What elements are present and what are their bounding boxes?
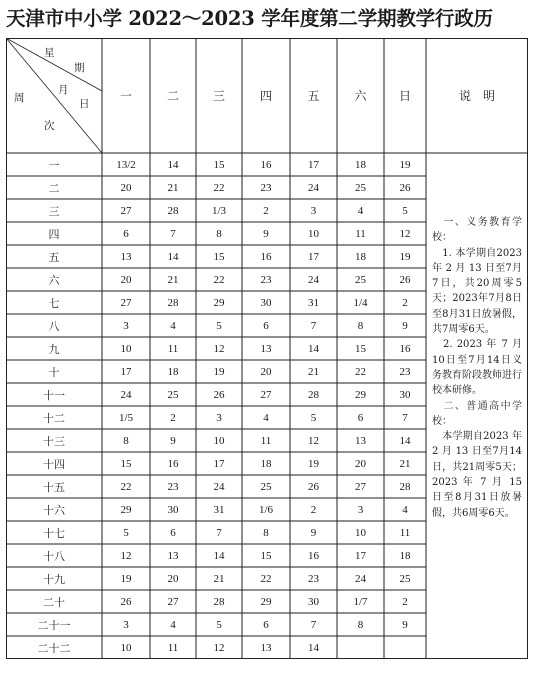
corner-label-xing: 星 [44,47,55,59]
date-cell: 4 [170,618,176,631]
date-cell: 10 [355,526,366,539]
date-cell: 17 [308,250,319,263]
page-title: 天津市中小学 2022～2023 学年度第二学期教学行政历 [6,7,493,30]
date-cell: 8 [216,227,222,240]
date-cell: 5 [310,411,317,424]
header-weekday: 二 [166,89,179,103]
date-cell: 26 [120,595,132,608]
date-cell: 17 [213,457,225,470]
date-cell: 27 [120,296,132,309]
date-cell: 10 [120,641,132,654]
date-cell: 1/3 [211,204,227,217]
date-cell: 1/7 [353,595,368,608]
date-cell: 3 [357,503,364,516]
date-cell: 6 [123,227,129,240]
date-cell: 15 [260,549,272,562]
header-weekday: 三 [212,89,225,103]
date-cell: 21 [308,365,319,378]
header-weekday: 日 [398,89,411,103]
date-cell: 26 [213,388,225,401]
corner-label-qi: 期 [74,62,85,74]
date-cell: 24 [308,181,319,194]
date-cell: 3 [123,618,129,631]
week-number: 十八 [43,549,65,563]
date-cell: 9 [402,319,408,332]
date-cell: 25 [355,273,366,286]
date-cell: 24 [120,388,132,401]
week-number: 二十二 [37,641,71,655]
date-cell: 14 [167,250,179,263]
date-cell: 12 [399,227,411,240]
date-cell: 3 [310,204,317,217]
date-cell: 13 [260,342,272,355]
corner-label-ri: 日 [79,98,90,110]
date-cell: 6 [263,618,269,631]
week-number: 十四 [43,457,65,471]
date-cell: 5 [216,319,222,332]
date-cell: 12 [120,549,132,562]
week-number: 十 [48,365,60,379]
date-cell: 21 [167,181,179,194]
date-cell: 7 [402,411,408,424]
note-paragraph: 二、普通高中学校： [432,400,522,427]
date-cell: 17 [120,365,132,378]
date-cell [337,636,384,659]
date-cell: 1/5 [118,411,134,424]
date-cell: 16 [308,549,319,562]
date-cell: 20 [120,273,132,286]
date-cell: 1/4 [353,296,368,309]
note-paragraph: 本学期自2023 年 2 月 13 日至7月14日，共21周零5天；2023 年 7 月 15 日至8月31日放暑假，共6周零6天。 [432,431,522,519]
date-cell: 9 [263,227,269,240]
note-paragraph: 1. 本学期自2023 年 2 月 13 日至7月7日，共20周零5天；2023年7月8日至8月31日放暑假，共7周零6天。 [432,247,522,336]
date-cell: 21 [213,572,225,585]
date-cell: 30 [308,595,319,608]
date-cell: 4 [170,319,176,332]
date-cell: 30 [260,296,272,309]
header-weekday: 六 [354,89,367,103]
date-cell: 14 [399,434,411,447]
date-cell: 24 [308,273,319,286]
date-cell: 2 [263,204,269,217]
week-number: 十七 [43,526,65,540]
date-cell: 23 [260,273,272,286]
date-cell: 23 [260,181,272,194]
date-cell: 29 [120,503,132,516]
date-cell [384,636,426,659]
date-cell: 14 [308,342,319,355]
date-cell: 23 [167,480,179,493]
date-cell: 28 [308,388,319,401]
date-cell: 8 [357,319,364,332]
header-weekday: 四 [259,89,272,103]
date-cell: 30 [167,503,179,516]
date-cell: 26 [399,181,411,194]
date-cell: 11 [399,526,411,539]
notes-column [432,215,522,521]
week-number: 二十一 [37,618,71,632]
date-cell: 9 [402,618,408,631]
date-cell: 27 [355,480,366,493]
date-cell: 5 [123,526,129,539]
date-cell: 11 [167,641,179,654]
date-cell: 27 [120,204,132,217]
date-cell: 4 [402,503,408,516]
week-number: 十三 [43,434,65,448]
date-cell: 20 [355,457,366,470]
date-cell: 24 [213,480,225,493]
date-cell: 13 [167,549,179,562]
date-cell: 18 [355,158,366,171]
date-cell: 11 [260,434,272,447]
week-number: 二十 [43,595,65,609]
date-cell: 25 [399,572,411,585]
date-cell: 5 [216,618,222,631]
date-cell: 13 [355,434,366,447]
calendar-table [6,38,528,680]
date-cell: 26 [308,480,319,493]
date-cell: 19 [399,250,411,263]
date-cell: 12 [213,342,225,355]
date-cell: 11 [355,227,366,240]
date-cell: 22 [213,181,225,194]
date-cell: 21 [167,273,179,286]
date-cell: 24 [355,572,366,585]
week-number: 七 [48,296,60,310]
header-notes: 说 明 [458,89,495,103]
date-cell: 20 [167,572,179,585]
date-cell: 7 [310,319,317,332]
date-cell: 25 [355,181,366,194]
date-cell: 4 [357,204,364,217]
corner-label-zhou: 周 [14,92,25,104]
date-cell: 16 [260,158,272,171]
date-cell: 3 [123,319,129,332]
date-cell: 13/2 [116,158,136,171]
date-cell: 23 [399,365,411,378]
date-cell: 4 [263,411,269,424]
week-number: 五 [48,250,60,264]
date-cell: 22 [355,365,366,378]
date-cell: 11 [167,342,179,355]
date-cell: 10 [120,342,132,355]
week-number: 八 [48,319,60,333]
date-cell: 18 [167,365,179,378]
date-cell: 2 [170,411,176,424]
date-cell: 28 [167,296,179,309]
date-cell: 8 [123,434,129,447]
week-number: 十一 [43,388,65,402]
date-cell: 29 [260,595,272,608]
week-number: 十二 [43,411,65,425]
date-cell: 28 [399,480,411,493]
date-cell: 27 [260,388,272,401]
date-cell: 5 [402,204,408,217]
date-cell: 14 [308,641,319,654]
date-cell: 30 [399,388,411,401]
date-cell: 16 [399,342,411,355]
date-cell: 28 [167,204,179,217]
date-cell: 3 [216,411,222,424]
date-cell: 26 [399,273,411,286]
date-cell: 8 [357,618,364,631]
date-cell: 25 [260,480,272,493]
date-cell: 19 [213,365,225,378]
date-cell: 8 [263,526,269,539]
date-cell: 1/6 [258,503,274,516]
date-cell: 10 [308,227,319,240]
date-cell: 21 [399,457,411,470]
date-cell: 31 [308,296,319,309]
week-number: 九 [48,342,60,356]
date-cell: 7 [170,227,176,240]
date-cell: 6 [263,319,269,332]
date-cell: 17 [308,158,319,171]
date-cell: 16 [260,250,272,263]
date-cell: 13 [260,641,272,654]
date-cell: 15 [213,158,225,171]
header-weekday: 一 [119,89,132,103]
corner-label-yue: 月 [58,84,69,96]
date-cell: 12 [308,434,319,447]
date-cell: 22 [260,572,272,585]
date-cell: 13 [120,250,132,263]
date-cell: 20 [260,365,272,378]
date-cell: 6 [357,411,364,424]
date-cell: 17 [355,549,366,562]
date-cell: 29 [355,388,366,401]
date-cell: 9 [170,434,176,447]
date-cell: 23 [308,572,319,585]
date-cell: 10 [213,434,225,447]
date-cell: 19 [120,572,132,585]
week-number: 三 [48,204,60,218]
date-cell: 18 [355,250,366,263]
corner-label-ci: 次 [44,120,55,132]
date-cell: 7 [216,526,222,539]
date-cell: 25 [167,388,179,401]
date-cell: 16 [167,457,179,470]
date-cell: 9 [310,526,317,539]
date-cell: 22 [213,273,225,286]
date-cell: 2 [310,503,317,516]
date-cell: 18 [399,549,411,562]
week-number: 十六 [43,503,65,517]
week-number: 六 [48,273,60,287]
date-cell: 2 [402,296,408,309]
date-cell: 22 [120,480,132,493]
date-cell: 19 [308,457,319,470]
date-cell: 18 [260,457,272,470]
header-weekday: 五 [307,89,320,103]
week-number: 一 [48,158,60,172]
date-cell: 14 [213,549,225,562]
date-cell: 7 [310,618,317,631]
date-cell: 19 [399,158,411,171]
date-cell: 28 [213,595,225,608]
date-cell: 15 [213,250,225,263]
date-cell: 31 [213,503,225,516]
date-cell: 14 [167,158,179,171]
date-cell: 2 [402,595,408,608]
date-cell: 27 [167,595,179,608]
date-cell: 6 [170,526,176,539]
note-paragraph: 一、义务教育学校： [432,217,522,244]
date-cell: 29 [213,296,225,309]
date-cell: 20 [120,181,132,194]
week-number: 二 [48,181,60,195]
week-number: 四 [48,227,60,241]
week-number: 十九 [43,572,65,586]
week-number: 十五 [43,480,65,494]
date-cell: 12 [213,641,225,654]
date-cell: 15 [355,342,366,355]
date-cell: 15 [120,457,132,470]
note-paragraph: 2. 2023 年 7 月10日至7月14日义务教育阶段教师进行校本研修。 [432,339,522,397]
